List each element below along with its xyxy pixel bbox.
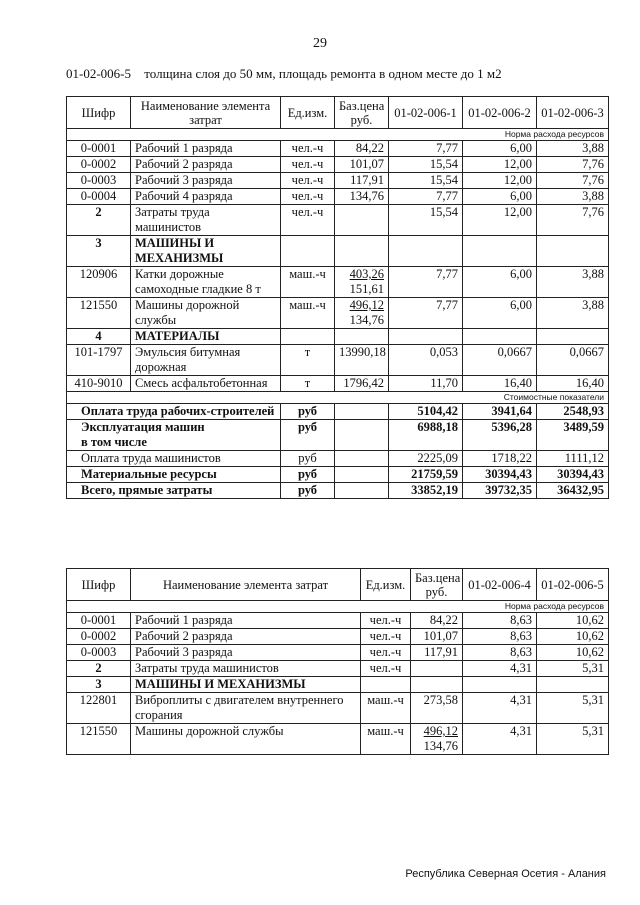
- row-code: 0-0003: [67, 645, 131, 661]
- row-value: 5,31: [537, 724, 609, 755]
- section-description: толщина слоя до 50 мм, площадь ремонта в одном месте до 1 м2: [144, 66, 502, 81]
- row-name: Затраты труда машинистов: [131, 205, 281, 236]
- cost-name-text: Всего, прямые затраты: [81, 483, 213, 497]
- header-price: Баз.цена руб.: [335, 97, 389, 129]
- price-machinist: 151,61: [349, 282, 384, 296]
- row-value: 7,77: [389, 267, 463, 298]
- row-name: Рабочий 2 разряда: [131, 629, 361, 645]
- table-row: [67, 141, 609, 157]
- price-machinist: 134,76: [423, 739, 458, 753]
- norm-label: Норма расхода ресурсов: [67, 601, 609, 613]
- row-unit: чел.-ч: [361, 629, 411, 645]
- row-price: 1796,42: [335, 376, 389, 392]
- cost-value: 21759,59: [389, 467, 463, 483]
- row-price: [335, 267, 389, 298]
- row-value: 7,77: [389, 298, 463, 329]
- row-unit: чел.-ч: [361, 613, 411, 629]
- header-name: Наименование элемента затрат: [131, 97, 281, 129]
- row-code: 101-1797: [67, 345, 131, 376]
- row-code: 0-0001: [67, 141, 131, 157]
- cost-value: 5104,42: [389, 404, 463, 420]
- row-value: 12,00: [463, 173, 537, 189]
- row-value: 3,88: [537, 141, 609, 157]
- row-name: Рабочий 3 разряда: [131, 645, 361, 661]
- row-code: 121550: [67, 298, 131, 329]
- row-value: 0,0667: [537, 345, 609, 376]
- row-value: 15,54: [389, 157, 463, 173]
- row-code: 410-9010: [67, 376, 131, 392]
- row-unit: чел.-ч: [361, 645, 411, 661]
- row-code: 0-0002: [67, 157, 131, 173]
- row-value: 11,70: [389, 376, 463, 392]
- row-price: 101,07: [411, 629, 463, 645]
- table-row: [67, 205, 609, 236]
- cost-name-text: Оплата труда рабочих-строителей: [81, 404, 275, 418]
- cost-unit: руб: [281, 483, 335, 499]
- table-row: [67, 645, 609, 661]
- table-row: [67, 629, 609, 645]
- row-unit: чел.-ч: [281, 157, 335, 173]
- row-name: Машины дорожной службы: [131, 724, 361, 755]
- row-price: 101,07: [335, 157, 389, 173]
- row-value: 8,63: [463, 645, 537, 661]
- section-code: 3: [67, 677, 131, 693]
- table-row: [67, 693, 609, 724]
- row-price: 273,58: [411, 693, 463, 724]
- row-name: Машины дорожной службы: [131, 298, 281, 329]
- cost-name-text: Эксплуатация машин: [81, 420, 205, 434]
- row-value: 15,54: [389, 205, 463, 236]
- cost-value: 3489,59: [537, 420, 609, 451]
- cost-row: [67, 420, 609, 451]
- table-row: [67, 613, 609, 629]
- header-unit: Ед.изм.: [361, 569, 411, 601]
- table-row: [67, 267, 609, 298]
- empty-cell: [389, 329, 463, 345]
- empty-cell: [335, 467, 389, 483]
- norm-table-2: [66, 568, 609, 755]
- cost-unit: руб: [281, 467, 335, 483]
- row-unit: чел.-ч: [281, 205, 335, 236]
- cost-value: 1111,12: [537, 451, 609, 467]
- empty-cell: [361, 677, 411, 693]
- row-name: Затраты труда машинистов: [131, 661, 361, 677]
- section-name: МАТЕРИАЛЫ: [131, 329, 281, 345]
- row-unit: чел.-ч: [361, 661, 411, 677]
- cost-row: [67, 467, 609, 483]
- row-unit: чел.-ч: [281, 173, 335, 189]
- row-name: Виброплиты с двигателем внутреннего сгорания: [131, 693, 361, 724]
- row-unit: маш.-ч: [281, 298, 335, 329]
- norm-label: Норма расхода ресурсов: [67, 129, 609, 141]
- row-value: 16,40: [537, 376, 609, 392]
- table-row: [67, 345, 609, 376]
- cost-value: 2225,09: [389, 451, 463, 467]
- price-base: 496,12: [423, 724, 458, 738]
- cost-name: [67, 404, 281, 420]
- row-price: 117,91: [411, 645, 463, 661]
- cost-name: [67, 467, 281, 483]
- table-row: [67, 173, 609, 189]
- row-unit: маш.-ч: [281, 267, 335, 298]
- row-code: 120906: [67, 267, 131, 298]
- cost-value: 3941,64: [463, 404, 537, 420]
- row-price: 13990,18: [335, 345, 389, 376]
- empty-cell: [281, 236, 335, 267]
- row-value: 7,76: [537, 205, 609, 236]
- row-unit: т: [281, 376, 335, 392]
- cost-value: 30394,43: [463, 467, 537, 483]
- cost-unit: руб: [281, 420, 335, 451]
- header-col-4: 01-02-006-4: [463, 569, 537, 601]
- row-value: 12,00: [463, 157, 537, 173]
- table-row: [67, 298, 609, 329]
- row-code: 0-0004: [67, 189, 131, 205]
- row-value: 3,88: [537, 298, 609, 329]
- cost-name: [67, 483, 281, 499]
- row-value: 6,00: [463, 267, 537, 298]
- cost-name: [67, 420, 281, 451]
- row-value: 12,00: [463, 205, 537, 236]
- header-col-5: 01-02-006-5: [537, 569, 609, 601]
- row-value: 3,88: [537, 189, 609, 205]
- row-unit: т: [281, 345, 335, 376]
- row-price: [335, 205, 389, 236]
- price-base: 403,26: [349, 267, 384, 281]
- price-base: 496,12: [349, 298, 384, 312]
- row-value: 3,88: [537, 267, 609, 298]
- row-code: 2: [67, 661, 131, 677]
- row-price: 84,22: [411, 613, 463, 629]
- empty-cell: [335, 236, 389, 267]
- row-code: 121550: [67, 724, 131, 755]
- section-title: [66, 66, 502, 82]
- row-unit: чел.-ч: [281, 189, 335, 205]
- cost-value: 33852,19: [389, 483, 463, 499]
- empty-cell: [335, 329, 389, 345]
- header-code: Шифр: [67, 569, 131, 601]
- empty-cell: [537, 677, 609, 693]
- header-price: Баз.цена руб.: [411, 569, 463, 601]
- cost-name: [67, 451, 281, 467]
- row-unit: маш.-ч: [361, 693, 411, 724]
- header-col-3: 01-02-006-3: [537, 97, 609, 129]
- row-value: 8,63: [463, 629, 537, 645]
- row-code: 0-0003: [67, 173, 131, 189]
- row-unit: маш.-ч: [361, 724, 411, 755]
- empty-cell: [537, 329, 609, 345]
- section-code: 3: [67, 236, 131, 267]
- empty-cell: [335, 483, 389, 499]
- section-code: 01-02-006-5: [66, 66, 131, 81]
- section-name: МАШИНЫ И МЕХАНИЗМЫ: [131, 236, 281, 267]
- empty-cell: [463, 329, 537, 345]
- row-code: 122801: [67, 693, 131, 724]
- row-price: 134,76: [335, 189, 389, 205]
- row-price: 84,22: [335, 141, 389, 157]
- table-row: [67, 157, 609, 173]
- table-row: [67, 189, 609, 205]
- row-value: 6,00: [463, 298, 537, 329]
- cost-value: 6988,18: [389, 420, 463, 451]
- cost-value: 39732,35: [463, 483, 537, 499]
- cost-subtext: в том числе: [81, 435, 147, 449]
- row-code: 2: [67, 205, 131, 236]
- row-price: [411, 661, 463, 677]
- row-value: 10,62: [537, 613, 609, 629]
- row-name: Рабочий 3 разряда: [131, 173, 281, 189]
- page-number: 29: [313, 36, 327, 51]
- row-value: 5,31: [537, 693, 609, 724]
- empty-cell: [389, 236, 463, 267]
- empty-cell: [335, 404, 389, 420]
- row-unit: чел.-ч: [281, 141, 335, 157]
- footer-region: Республика Северная Осетия - Алания: [405, 868, 606, 880]
- row-value: 7,77: [389, 189, 463, 205]
- row-code: 0-0001: [67, 613, 131, 629]
- cost-row: [67, 483, 609, 499]
- row-name: Рабочий 1 разряда: [131, 141, 281, 157]
- price-machinist: 134,76: [349, 313, 384, 327]
- empty-cell: [335, 420, 389, 451]
- section-code: 4: [67, 329, 131, 345]
- row-value: 5,31: [537, 661, 609, 677]
- row-code: 0-0002: [67, 629, 131, 645]
- row-price: [411, 724, 463, 755]
- row-name: Рабочий 2 разряда: [131, 157, 281, 173]
- header-col-1: 01-02-006-1: [389, 97, 463, 129]
- row-name: Катки дорожные самоходные гладкие 8 т: [131, 267, 281, 298]
- cost-name-text: Оплата труда машинистов: [81, 451, 221, 465]
- row-value: 4,31: [463, 661, 537, 677]
- cost-label: Стоимостные показатели: [67, 392, 609, 404]
- row-value: 7,77: [389, 141, 463, 157]
- header-name: Наименование элемента затрат: [131, 569, 361, 601]
- row-value: 10,62: [537, 645, 609, 661]
- table-row: [67, 661, 609, 677]
- cost-value: 1718,22: [463, 451, 537, 467]
- table-row: [67, 724, 609, 755]
- header-col-2: 01-02-006-2: [463, 97, 537, 129]
- row-value: 4,31: [463, 693, 537, 724]
- norm-table-1: [66, 96, 609, 499]
- row-value: 0,0667: [463, 345, 537, 376]
- cost-unit: руб: [281, 404, 335, 420]
- cost-value: 2548,93: [537, 404, 609, 420]
- cost-name-text: Материальные ресурсы: [81, 467, 217, 481]
- cost-row: [67, 404, 609, 420]
- row-value: 7,76: [537, 157, 609, 173]
- row-name: Смесь асфальтобетонная: [131, 376, 281, 392]
- row-value: 8,63: [463, 613, 537, 629]
- row-price: 117,91: [335, 173, 389, 189]
- section-name: МАШИНЫ И МЕХАНИЗМЫ: [131, 677, 361, 693]
- empty-cell: [281, 329, 335, 345]
- empty-cell: [463, 236, 537, 267]
- table-row: [67, 376, 609, 392]
- header-unit: Ед.изм.: [281, 97, 335, 129]
- row-name: Рабочий 1 разряда: [131, 613, 361, 629]
- row-value: 4,31: [463, 724, 537, 755]
- empty-cell: [463, 677, 537, 693]
- cost-value: 5396,28: [463, 420, 537, 451]
- row-value: 0,053: [389, 345, 463, 376]
- cost-value: 36432,95: [537, 483, 609, 499]
- row-value: 15,54: [389, 173, 463, 189]
- row-value: 10,62: [537, 629, 609, 645]
- row-price: [335, 298, 389, 329]
- cost-unit: руб: [281, 451, 335, 467]
- empty-cell: [411, 677, 463, 693]
- row-value: 7,76: [537, 173, 609, 189]
- header-code: Шифр: [67, 97, 131, 129]
- row-value: 16,40: [463, 376, 537, 392]
- row-name: Эмульсия битумная дорожная: [131, 345, 281, 376]
- empty-cell: [537, 236, 609, 267]
- row-value: 6,00: [463, 189, 537, 205]
- row-name: Рабочий 4 разряда: [131, 189, 281, 205]
- cost-row: [67, 451, 609, 467]
- empty-cell: [335, 451, 389, 467]
- cost-value: 30394,43: [537, 467, 609, 483]
- row-value: 6,00: [463, 141, 537, 157]
